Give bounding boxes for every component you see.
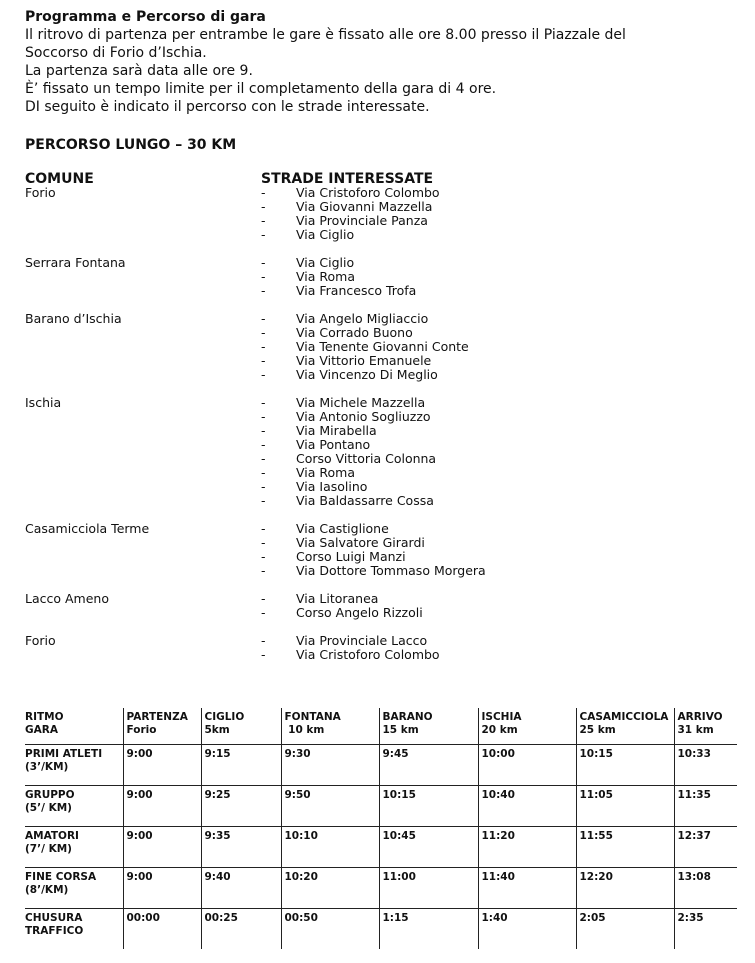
- street-name: Corso Vittoria Colonna: [296, 451, 437, 466]
- time-cell: [576, 909, 674, 950]
- time-cell: [576, 786, 674, 827]
- timetable: [25, 708, 737, 949]
- timetable-header-cell: [576, 708, 674, 745]
- timetable-header-cell: [25, 708, 123, 745]
- street-name: Via Castiglione: [296, 521, 389, 536]
- bullet-dash: -: [261, 549, 266, 564]
- time-value: 11:20: [481, 830, 515, 842]
- intro-text: [25, 26, 740, 116]
- timetable-header-cell: [201, 708, 281, 745]
- street-name: Via Salvatore Girardi: [296, 535, 425, 550]
- street-item: [261, 522, 740, 536]
- street-list: [261, 186, 740, 242]
- bullet-dash: -: [261, 479, 266, 494]
- time-value: 10:20: [284, 871, 318, 883]
- pace-sublabel: (8’/KM): [25, 884, 69, 896]
- time-value: 10:00: [481, 748, 515, 760]
- header-bottom-label: 25 km: [579, 724, 616, 736]
- route-group: [25, 522, 740, 578]
- street-item: [261, 606, 740, 620]
- time-cell: [576, 827, 674, 868]
- header-top-label: CIGLIO: [204, 711, 245, 723]
- header-bottom-label: GARA: [25, 724, 58, 736]
- street-list: [261, 522, 740, 578]
- time-cell: [674, 786, 737, 827]
- time-value: 11:40: [481, 871, 515, 883]
- bullet-dash: -: [261, 437, 266, 452]
- street-item: [261, 228, 740, 242]
- street-name: Via Litoranea: [296, 591, 379, 606]
- pace-label: PRIMI ATLETI: [25, 748, 103, 760]
- street-name: Via Francesco Trofa: [296, 283, 417, 298]
- header-top-label: ISCHIA: [481, 711, 522, 723]
- timetable-header-cell: [123, 708, 201, 745]
- bullet-dash: -: [261, 325, 266, 340]
- timetable-row: [25, 786, 737, 827]
- intro-line: Soccorso di Forio d’Ischia.: [25, 45, 207, 61]
- time-cell: [379, 745, 478, 786]
- street-item: [261, 424, 740, 438]
- header-bottom-label: Forio: [126, 724, 157, 736]
- time-value: 9:15: [204, 748, 231, 760]
- pace-label-cell: [25, 909, 123, 950]
- timetable-header-cell: [379, 708, 478, 745]
- time-cell: [478, 827, 576, 868]
- bullet-dash: -: [261, 493, 266, 508]
- intro-line: La partenza sarà data alle ore 9.: [25, 63, 253, 79]
- bullet-dash: -: [261, 367, 266, 382]
- time-cell: [379, 868, 478, 909]
- street-name: Via Vittorio Emanuele: [296, 353, 432, 368]
- header-top-label: RITMO: [25, 711, 64, 723]
- street-name: Via Tenente Giovanni Conte: [296, 339, 469, 354]
- pace-sublabel: (3’/KM): [25, 761, 69, 773]
- pace-label: AMATORI: [25, 830, 79, 842]
- street-item: [261, 256, 740, 270]
- streets-column-header: STRADE INTERESSATE: [261, 171, 434, 187]
- time-value: 9:35: [204, 830, 231, 842]
- time-cell: [674, 745, 737, 786]
- time-cell: [674, 909, 737, 950]
- timetable-header-row: [25, 708, 737, 745]
- time-cell: [478, 745, 576, 786]
- bullet-dash: -: [261, 521, 266, 536]
- street-item: [261, 186, 740, 200]
- time-value: 12:20: [579, 871, 613, 883]
- street-item: [261, 354, 740, 368]
- time-cell: [281, 786, 379, 827]
- time-cell: [201, 909, 281, 950]
- header-bottom-label: 20 km: [481, 724, 518, 736]
- street-item: [261, 214, 740, 228]
- street-name: Via Antonio Sogliuzzo: [296, 409, 431, 424]
- pace-label: FINE CORSA: [25, 871, 97, 883]
- bullet-dash: -: [261, 213, 266, 228]
- time-value: 10:33: [677, 748, 711, 760]
- street-name: Via Pontano: [296, 437, 371, 452]
- street-item: [261, 494, 740, 508]
- street-name: Via Provinciale Lacco: [296, 633, 428, 648]
- street-item: [261, 284, 740, 298]
- timetable-header-cell: [674, 708, 737, 745]
- bullet-dash: -: [261, 563, 266, 578]
- timetable-row: [25, 745, 737, 786]
- bullet-dash: -: [261, 535, 266, 550]
- time-value: 11:55: [579, 830, 613, 842]
- timetable-row: [25, 909, 737, 950]
- route-group: [25, 592, 740, 620]
- street-item: [261, 592, 740, 606]
- street-item: [261, 340, 740, 354]
- pace-sublabel: (5’/ KM): [25, 802, 72, 814]
- street-item: [261, 452, 740, 466]
- time-value: 9:40: [204, 871, 231, 883]
- time-cell: [478, 868, 576, 909]
- time-cell: [123, 827, 201, 868]
- bullet-dash: -: [261, 353, 266, 368]
- time-value: 9:50: [284, 789, 311, 801]
- street-list: [261, 592, 740, 620]
- bullet-dash: -: [261, 227, 266, 242]
- street-item: [261, 326, 740, 340]
- street-name: Via Ciglio: [296, 227, 355, 242]
- street-name: Corso Luigi Manzi: [296, 549, 406, 564]
- street-item: [261, 466, 740, 480]
- bullet-dash: -: [261, 423, 266, 438]
- street-item: [261, 270, 740, 284]
- route-group: [25, 312, 740, 382]
- time-cell: [281, 745, 379, 786]
- time-cell: [123, 868, 201, 909]
- pace-label: CHUSURA: [25, 912, 83, 924]
- time-cell: [478, 909, 576, 950]
- time-value: 10:15: [382, 789, 416, 801]
- pace-label-cell: [25, 745, 123, 786]
- document-heading: Programma e Percorso di gara: [25, 9, 266, 25]
- comune-name: Serrara Fontana: [25, 255, 126, 270]
- comune-name: Lacco Ameno: [25, 591, 109, 606]
- route-group: [25, 186, 740, 242]
- time-cell: [201, 868, 281, 909]
- time-value: 13:08: [677, 871, 711, 883]
- time-value: 10:15: [579, 748, 613, 760]
- time-value: 9:45: [382, 748, 409, 760]
- time-value: 10:45: [382, 830, 416, 842]
- street-name: Via Michele Mazzella: [296, 395, 426, 410]
- street-list: [261, 256, 740, 298]
- intro-line: DI seguito è indicato il percorso con le strade interessate.: [25, 99, 430, 115]
- bullet-dash: -: [261, 283, 266, 298]
- time-cell: [123, 909, 201, 950]
- bullet-dash: -: [261, 269, 266, 284]
- time-cell: [281, 909, 379, 950]
- time-value: 2:05: [579, 912, 606, 924]
- pace-label-cell: [25, 827, 123, 868]
- time-cell: [281, 827, 379, 868]
- street-item: [261, 536, 740, 550]
- comune-name: Barano d’Ischia: [25, 311, 122, 326]
- pace-sublabel: (7’/ KM): [25, 843, 72, 855]
- street-name: Via Roma: [296, 269, 355, 284]
- time-cell: [379, 786, 478, 827]
- street-name: Via Roma: [296, 465, 355, 480]
- comune-column-header: COMUNE: [25, 171, 94, 187]
- street-item: [261, 480, 740, 494]
- time-value: 00:00: [126, 912, 160, 924]
- time-value: 11:00: [382, 871, 416, 883]
- time-value: 9:30: [284, 748, 311, 760]
- time-cell: [123, 745, 201, 786]
- timetable-header-cell: [281, 708, 379, 745]
- time-value: 9:00: [126, 830, 153, 842]
- street-name: Corso Angelo Rizzoli: [296, 605, 423, 620]
- header-top-label: ARRIVO: [677, 711, 723, 723]
- bullet-dash: -: [261, 185, 266, 200]
- bullet-dash: -: [261, 255, 266, 270]
- time-cell: [281, 868, 379, 909]
- street-name: Via Cristoforo Colombo: [296, 647, 440, 662]
- comune-name: Forio: [25, 633, 56, 648]
- timetable-row: [25, 868, 737, 909]
- route-list: [25, 186, 740, 662]
- intro-line: Il ritrovo di partenza per entrambe le gare è fissato alle ore 8.00 presso il Piazzale del: [25, 27, 626, 43]
- bullet-dash: -: [261, 409, 266, 424]
- time-value: 00:50: [284, 912, 318, 924]
- bullet-dash: -: [261, 605, 266, 620]
- time-value: 11:05: [579, 789, 613, 801]
- street-item: [261, 634, 740, 648]
- bullet-dash: -: [261, 591, 266, 606]
- time-value: 00:25: [204, 912, 238, 924]
- time-cell: [674, 827, 737, 868]
- route-group: [25, 634, 740, 662]
- time-value: 9:00: [126, 789, 153, 801]
- street-item: [261, 396, 740, 410]
- route-group: [25, 396, 740, 508]
- time-value: 9:25: [204, 789, 231, 801]
- bullet-dash: -: [261, 647, 266, 662]
- street-name: Via Mirabella: [296, 423, 377, 438]
- time-cell: [201, 786, 281, 827]
- time-cell: [123, 786, 201, 827]
- street-item: [261, 368, 740, 382]
- time-cell: [576, 745, 674, 786]
- street-name: Via Corrado Buono: [296, 325, 413, 340]
- time-cell: [379, 909, 478, 950]
- header-top-label: CASAMICCIOLA: [579, 711, 669, 723]
- street-name: Via Baldassarre Cossa: [296, 493, 434, 508]
- street-item: [261, 312, 740, 326]
- bullet-dash: -: [261, 465, 266, 480]
- comune-name: Ischia: [25, 395, 62, 410]
- header-top-label: PARTENZA: [126, 711, 188, 723]
- bullet-dash: -: [261, 395, 266, 410]
- street-list: [261, 634, 740, 662]
- street-name: Via Giovanni Mazzella: [296, 199, 433, 214]
- pace-label: GRUPPO: [25, 789, 75, 801]
- header-bottom-label: 15 km: [382, 724, 419, 736]
- street-name: Via Ciglio: [296, 255, 355, 270]
- time-cell: [674, 868, 737, 909]
- timetable-body: [25, 745, 737, 950]
- time-cell: [379, 827, 478, 868]
- street-name: Via Dottore Tommaso Morgera: [296, 563, 486, 578]
- bullet-dash: -: [261, 633, 266, 648]
- time-cell: [201, 745, 281, 786]
- timetable-header-cell: [478, 708, 576, 745]
- time-value: 10:10: [284, 830, 318, 842]
- bullet-dash: -: [261, 199, 266, 214]
- bullet-dash: -: [261, 339, 266, 354]
- time-value: 9:00: [126, 871, 153, 883]
- header-bottom-label: 5km: [204, 724, 230, 736]
- header-bottom-label: 10 km: [284, 724, 325, 736]
- document-page: [25, 8, 740, 676]
- street-item: [261, 550, 740, 564]
- time-value: 10:40: [481, 789, 515, 801]
- header-top-label: FONTANA: [284, 711, 341, 723]
- time-cell: [576, 868, 674, 909]
- header-bottom-label: 31 km: [677, 724, 714, 736]
- street-name: Via Vincenzo Di Meglio: [296, 367, 438, 382]
- time-value: 1:15: [382, 912, 409, 924]
- comune-name: Forio: [25, 185, 56, 200]
- street-name: Via Iasolino: [296, 479, 368, 494]
- street-item: [261, 648, 740, 662]
- pace-label-cell: [25, 868, 123, 909]
- header-top-label: BARANO: [382, 711, 433, 723]
- comune-name: Casamicciola Terme: [25, 521, 150, 536]
- street-item: [261, 564, 740, 578]
- street-list: [261, 396, 740, 508]
- intro-line: È’ fissato un tempo limite per il completamento della gara di 4 ore.: [25, 81, 497, 97]
- bullet-dash: -: [261, 311, 266, 326]
- route-title: PERCORSO LUNGO – 30 KM: [25, 137, 237, 153]
- time-cell: [201, 827, 281, 868]
- pace-label-cell: [25, 786, 123, 827]
- route-group: [25, 256, 740, 298]
- time-value: 9:00: [126, 748, 153, 760]
- bullet-dash: -: [261, 451, 266, 466]
- street-name: Via Cristoforo Colombo: [296, 185, 440, 200]
- street-item: [261, 410, 740, 424]
- time-value: 2:35: [677, 912, 704, 924]
- pace-sublabel: TRAFFICO: [25, 925, 84, 937]
- time-value: 11:35: [677, 789, 711, 801]
- street-name: Via Provinciale Panza: [296, 213, 428, 228]
- street-list: [261, 312, 740, 382]
- time-value: 12:37: [677, 830, 711, 842]
- time-cell: [478, 786, 576, 827]
- street-item: [261, 438, 740, 452]
- timetable-row: [25, 827, 737, 868]
- time-value: 1:40: [481, 912, 508, 924]
- street-name: Via Angelo Migliaccio: [296, 311, 429, 326]
- street-item: [261, 200, 740, 214]
